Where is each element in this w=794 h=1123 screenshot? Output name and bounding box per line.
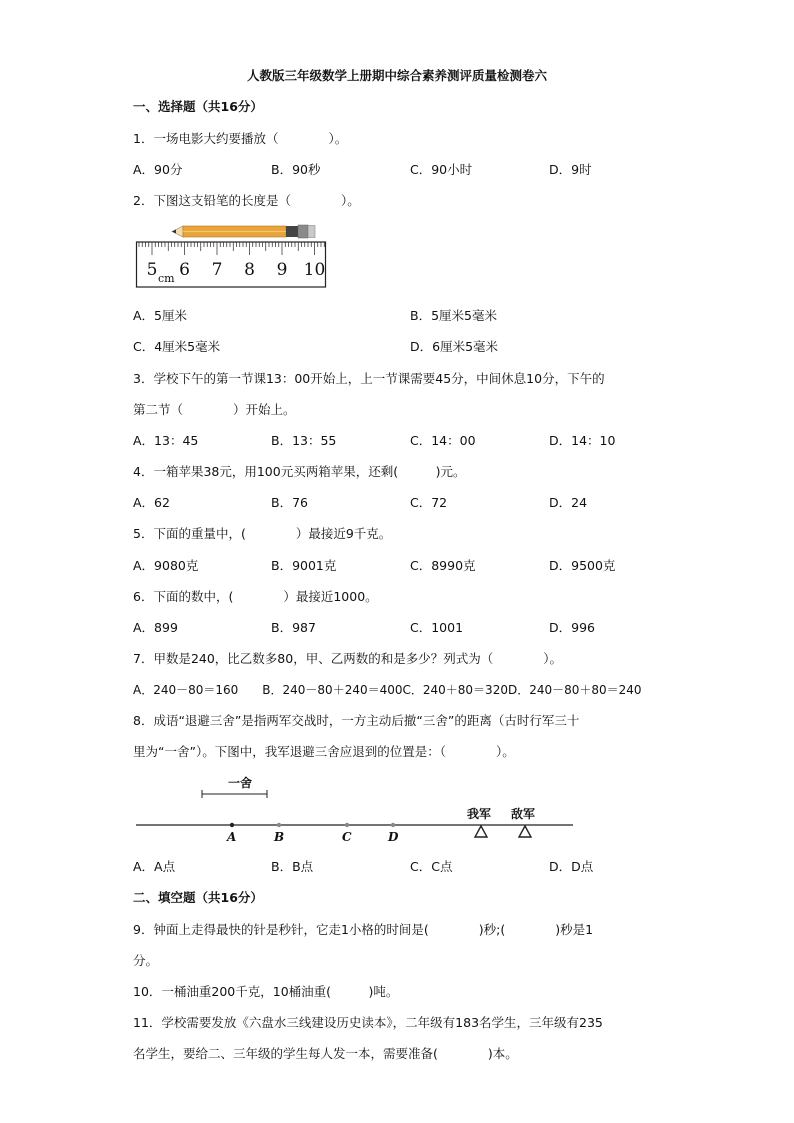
enemy-army-label: 敌军 <box>511 807 536 821</box>
q2-option-d: D．6厘米5毫米 <box>410 339 499 354</box>
one-she-label: 一舍 <box>228 776 253 790</box>
q6-option-b: B．987 <box>271 620 316 635</box>
enemy-army-triangle-icon <box>519 826 531 837</box>
q7-options: A．240－80＝160 B．240－80＋240＝400C．240＋80＝320D．240－80＋80＝240 <box>133 683 642 697</box>
q1-option-c: C．90小时 <box>410 162 473 177</box>
pencil-ruler-figure <box>136 218 336 288</box>
point-c-dot <box>345 823 349 827</box>
question-5-stem: 5．下面的重量中，( ）最接近9千克。 <box>133 526 392 541</box>
question-3-stem-line1: 3．学校下午的第一节课13：00开始上，上一节课需要45分，中间休息10分，下午的 <box>133 371 605 386</box>
q6-option-c: C．1001 <box>410 620 464 635</box>
document-title: 人教版三年级数学上册期中综合素养测评质量检测卷六 <box>246 68 547 83</box>
q5-option-c: C．8990克 <box>410 558 476 573</box>
q2-option-b: B．5厘米5毫米 <box>410 308 497 323</box>
point-d-dot <box>391 823 395 827</box>
q5-option-a: A．9080克 <box>133 558 199 573</box>
q5-option-b: B．9001克 <box>271 558 337 573</box>
question-11-stem-line2: 名学生，要给二、三年级的学生每人发一本，需要准备( )本。 <box>133 1046 518 1061</box>
q4-option-b: B．76 <box>271 495 308 510</box>
question-3-stem-line2: 第二节（ ）开始上。 <box>133 402 296 417</box>
question-9-stem-line2: 分。 <box>133 953 159 968</box>
question-8-stem-line2: 里为“一舍”）。下图中，我军退避三舍应退到的位置是：（ ）。 <box>133 744 515 759</box>
q5-option-d: D．9500克 <box>549 558 616 573</box>
section-choice-heading: 一、选择题（共16分） <box>133 99 263 114</box>
ruler-number: 6 <box>179 260 190 280</box>
point-a-label: A <box>227 830 237 844</box>
q1-option-b: B．90秒 <box>271 162 321 177</box>
q3-option-a: A．13：45 <box>133 433 199 448</box>
point-a-dot <box>230 823 234 827</box>
question-9-stem-line1: 9．钟面上走得最快的针是秒针，它走1小格的时间是( )秒;( )秒是1 <box>133 922 594 937</box>
question-7-stem: 7．甲数是240，比乙数多80，甲、乙两数的和是多少？列式为（ ）。 <box>133 651 562 666</box>
section-fill-heading: 二、填空题（共16分） <box>133 890 263 905</box>
q8-option-d: D．D点 <box>549 859 594 874</box>
q2-option-c: C．4厘米5毫米 <box>133 339 221 354</box>
question-6-stem: 6．下面的数中，( ）最接近1000。 <box>133 589 378 604</box>
question-4-stem: 4．一箱苹果38元，用100元买两箱苹果，还剩( )元。 <box>133 464 466 479</box>
q6-option-d: D．996 <box>549 620 595 635</box>
question-8-stem-line1: 8．成语“退避三舍”是指两军交战时，一方主动后撤“三舍”的距离（古时行军三十 <box>133 713 580 728</box>
q8-option-a: A．A点 <box>133 859 176 874</box>
q4-option-d: D．24 <box>549 495 588 510</box>
q1-option-a: A．90分 <box>133 162 183 177</box>
ruler-number: 8 <box>244 260 255 280</box>
ruler-number: 7 <box>211 260 223 280</box>
ruler-number: 9 <box>276 260 288 280</box>
our-army-triangle-icon <box>475 826 487 837</box>
q6-option-a: A．899 <box>133 620 178 635</box>
q2-option-a: A．5厘米 <box>133 308 188 323</box>
q3-option-d: D．14：10 <box>549 433 616 448</box>
q3-option-b: B．13：55 <box>271 433 337 448</box>
q1-option-d: D．9时 <box>549 162 592 177</box>
point-c-label: C <box>342 830 352 844</box>
pencil-icon <box>172 225 315 238</box>
q8-option-b: B．B点 <box>271 859 314 874</box>
question-1-stem: 1．一场电影大约要播放（ ）。 <box>133 131 348 146</box>
q3-option-c: C．14：00 <box>410 433 476 448</box>
question-10-stem: 10．一桶油重200千克，10桶油重( )吨。 <box>133 984 399 999</box>
number-line-figure <box>136 775 576 845</box>
point-b-dot <box>277 823 281 827</box>
question-2-stem: 2．下图这支铅笔的长度是（ ）。 <box>133 193 360 208</box>
point-b-label: B <box>274 830 285 844</box>
point-d-label: D <box>388 830 399 844</box>
q8-option-c: C．C点 <box>410 859 453 874</box>
ruler-number: 5 <box>146 260 158 280</box>
our-army-label: 我军 <box>467 807 492 821</box>
ruler-unit-cm: cm <box>158 272 175 285</box>
q4-option-a: A．62 <box>133 495 170 510</box>
ruler-number: 10 <box>303 260 326 280</box>
question-11-stem-line1: 11．学校需要发放《六盘水三线建设历史读本》，二年级有183名学生，三年级有235 <box>133 1015 603 1030</box>
q4-option-c: C．72 <box>410 495 448 510</box>
